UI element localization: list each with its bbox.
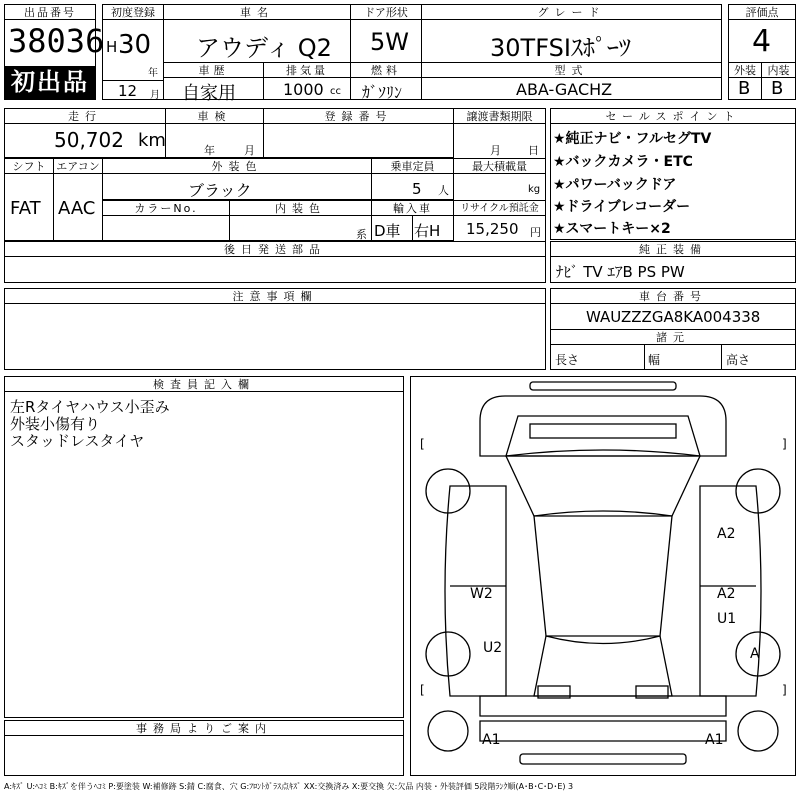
sales-point: ★純正ナビ・フルセグTV bbox=[553, 131, 712, 147]
load-label: 最大積載量 bbox=[453, 158, 546, 174]
damage-mark: W2 bbox=[470, 586, 493, 602]
sales-point: ★ドライブレコーダー bbox=[553, 199, 691, 215]
svg-text:[: [ bbox=[420, 683, 425, 697]
model-label: 型式 bbox=[421, 62, 722, 78]
fuel: ｶﾞｿﾘﾝ bbox=[362, 83, 403, 102]
chassis-number: WAUZZZGA8KA004338 bbox=[586, 308, 761, 326]
history-label: 車歴 bbox=[163, 62, 264, 78]
car-damage-diagram bbox=[410, 376, 796, 776]
int-color-label: 内装色 bbox=[229, 200, 372, 216]
chassis-label: 車台番号 bbox=[550, 288, 796, 304]
reg-no-label: 登録番号 bbox=[263, 108, 454, 124]
car-name: アウディ Q2 bbox=[196, 34, 332, 62]
damage-mark: A2 bbox=[717, 526, 736, 542]
inspector-line: 左Rタイヤハウス小歪み bbox=[10, 398, 170, 416]
damage-mark: A1 bbox=[705, 732, 724, 748]
svg-text:]: ] bbox=[782, 437, 787, 451]
first-listing-badge: 初出品 bbox=[5, 66, 95, 99]
dim-width: 幅 bbox=[648, 353, 661, 367]
ext-color-label: 外装色 bbox=[102, 158, 372, 174]
door: 5W bbox=[370, 28, 409, 56]
later-parts-label: 後日発送部品 bbox=[4, 241, 546, 257]
svg-text:]: ] bbox=[782, 683, 787, 697]
inspection-month: 月 bbox=[244, 144, 255, 157]
capacity-label: 乗車定員 bbox=[371, 158, 454, 174]
shift-label: シフト bbox=[4, 158, 54, 174]
grade: 30TFSIｽﾎﾟｰﾂ bbox=[490, 34, 631, 62]
inspector-label: 検査員記入欄 bbox=[4, 376, 404, 392]
km-unit: km bbox=[138, 130, 166, 151]
door-label: ドア形状 bbox=[350, 4, 422, 20]
import-d: D車 bbox=[374, 222, 401, 240]
color-no-label: カラーNo. bbox=[102, 200, 230, 216]
interior-label: 内装 bbox=[761, 62, 796, 78]
lot-label: 出品番号 bbox=[4, 4, 96, 20]
history: 自家用 bbox=[182, 83, 236, 104]
transfer-label: 譲渡書類期限 bbox=[453, 108, 546, 124]
year-unit: 年 bbox=[148, 68, 158, 79]
recycle: 15,250 bbox=[466, 220, 519, 238]
damage-mark: A2 bbox=[717, 586, 736, 602]
office-label: 事務局よりご案内 bbox=[4, 720, 404, 736]
damage-mark: A bbox=[750, 646, 760, 662]
capacity: 5 bbox=[412, 180, 422, 198]
capacity-unit: 人 bbox=[438, 184, 449, 197]
score: 4 bbox=[752, 24, 772, 59]
month: 12 bbox=[118, 82, 138, 100]
era: H bbox=[106, 38, 118, 56]
displacement: 1000 bbox=[283, 80, 324, 99]
sales-point: ★バックカメラ・ETC bbox=[553, 154, 693, 170]
score-label: 評価点 bbox=[728, 4, 796, 20]
reg-no-cell bbox=[263, 108, 454, 158]
notes-label: 注意事項欄 bbox=[4, 288, 546, 304]
equipment-label: 純正装備 bbox=[550, 241, 796, 257]
year: 30 bbox=[118, 30, 152, 60]
color-no-cell bbox=[102, 200, 230, 241]
equipment: ﾅﾋﾞ TV ｴｱB PS PW bbox=[556, 263, 685, 281]
dim-height: 高さ bbox=[726, 353, 751, 367]
mileage: 50,702 bbox=[54, 128, 124, 152]
lot-number: 38036 bbox=[8, 22, 105, 60]
damage-mark: A1 bbox=[482, 732, 501, 748]
displacement-label: 排気量 bbox=[263, 62, 351, 78]
recycle-unit: 円 bbox=[530, 226, 541, 239]
dim-length: 長さ bbox=[555, 353, 580, 367]
mileage-label: 走行 bbox=[4, 108, 166, 124]
import-label: 輸入車 bbox=[371, 200, 454, 216]
dims-label: 諸元 bbox=[550, 329, 796, 345]
sales-label: セールスポイント bbox=[550, 108, 796, 124]
aircon-label: エアコン bbox=[53, 158, 103, 174]
aircon: AAC bbox=[58, 198, 96, 219]
import-divider bbox=[412, 216, 413, 241]
shift: FAT bbox=[10, 198, 41, 219]
damage-mark: U2 bbox=[483, 640, 503, 656]
exterior-label: 外装 bbox=[728, 62, 762, 78]
grade-label: グレード bbox=[421, 4, 722, 20]
int-color-cell bbox=[229, 200, 372, 241]
inspector-line: 外装小傷有り bbox=[10, 415, 101, 433]
svg-text:[: [ bbox=[420, 437, 425, 451]
first-reg-label: 初度登録 bbox=[102, 4, 164, 20]
import-h: 右H bbox=[414, 222, 441, 240]
inspector-line: スタッドレスタイヤ bbox=[10, 432, 145, 450]
transfer-month: 月 bbox=[490, 144, 501, 157]
interior-grade: B bbox=[771, 78, 784, 99]
exterior-grade: B bbox=[738, 78, 751, 99]
int-suffix: 系 bbox=[356, 228, 367, 241]
load-unit: kg bbox=[528, 184, 541, 195]
cc-unit: cc bbox=[330, 86, 341, 97]
damage-mark: U1 bbox=[717, 611, 737, 627]
month-unit: 月 bbox=[150, 90, 160, 101]
model: ABA-GACHZ bbox=[516, 80, 613, 99]
sales-point: ★パワーバックドア bbox=[553, 177, 677, 193]
inspection-label: 車検 bbox=[165, 108, 264, 124]
sales-point: ★スマートキー×2 bbox=[553, 221, 671, 237]
transfer-day: 日 bbox=[528, 144, 539, 157]
inspection-year: 年 bbox=[204, 144, 215, 157]
fuel-label: 燃料 bbox=[350, 62, 422, 78]
car-name-label: 車名 bbox=[163, 4, 351, 20]
recycle-label: リサイクル預託金 bbox=[453, 200, 546, 216]
legend: A:ｷｽﾞ U:ﾍｺﾐ B:ｷｽﾞを伴うﾍｺﾐ P:要塗装 W:補修跡 S:錆 C:腐食、穴 G:ﾌﾛﾝﾄｶﾞﾗｽ点ｷｽﾞ XX:交換済み X:要交換 欠:欠品 内装・外装評価 5段階ﾗﾝｸ順(A･B･C･D･E) 3 bbox=[4, 782, 574, 791]
ext-color: ブラック bbox=[188, 181, 252, 200]
